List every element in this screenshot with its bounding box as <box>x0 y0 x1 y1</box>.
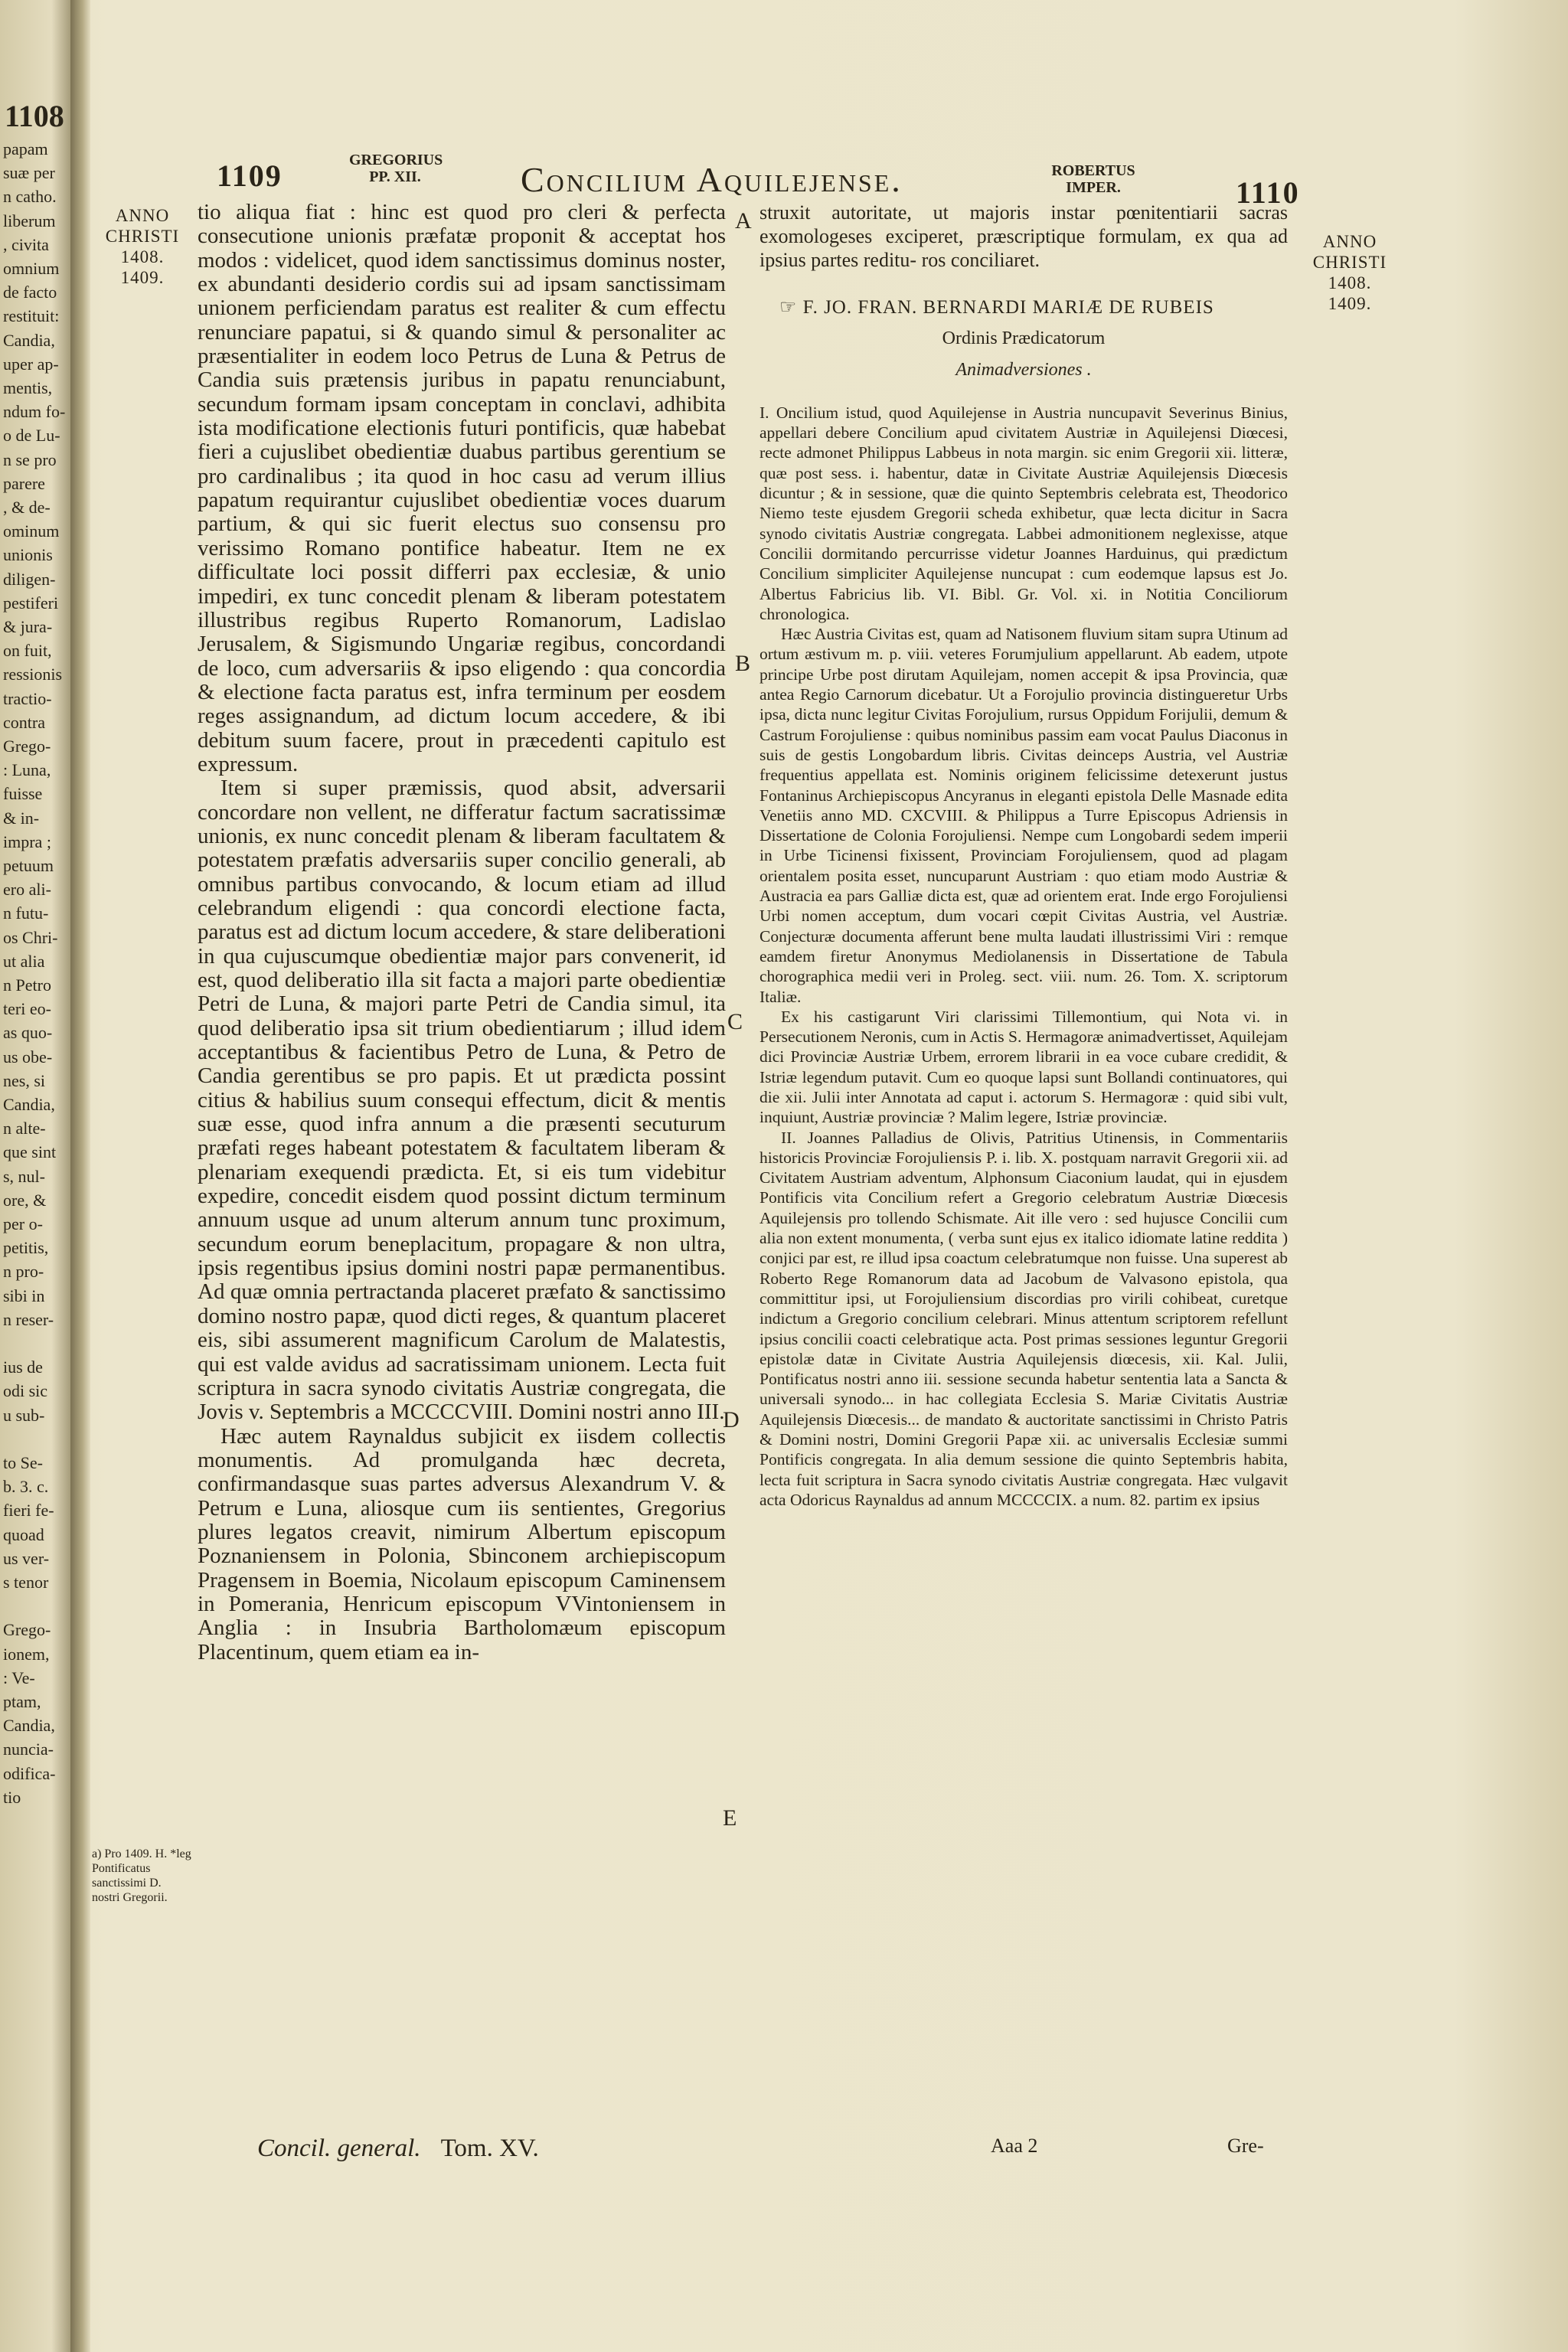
previous-page-line: Grego- <box>3 737 51 756</box>
previous-page-number: 1108 <box>5 99 64 133</box>
paragraph: Item si super præmissis, quod absit, adversarii concordare non vellent, ne differatur factum sacratissimæ unionis, ex nunc concedit plenam & liberam facultatem & potestatem præfatis adversariis super concilio generali, ab omnibus partibus convocando, & locum etiam ad illud celebrandum eligendi : qua concordi electione facta, paratus est ad dictum locum accedere, & stare deliberationi in qua cujuscumque obedientiæ major pars convenerit, id est, quod deliberatio illa sit facta a majori parte obedientiæ Petri de Luna, & majori parte Petri de Candia simul, ita quod deliberatio ipsa sit trium obedientiarum ; illud idem acceptantibus & facientibus Petro de Luna, & Petro de Candia gerentibus se pro papis. Et ut prædicta possint citius & habilius suum consequi effectum, dicit & mentis suæ esse, quod infra annum a die præsenti secuturum præfati reges habeant potestatem & facultatem liberam & plenariam exequendi prædicta. Et, si eis tum videbitur expedire, concedit eisdem quod possint dictum terminum annuum usque ad unum alterum annum tunc proximum, secundum eorum beneplacitum, propagare & non ultra, ipsis regentibus ipsius domini nostri papæ permanentibus. Ad quæ omnia pertractanda placeret præfato & sanctissimo domino nostro papæ, quod dicti reges, & quantum placeret eis, sibi assumerent magnificum Carolum de Malatestis, qui est valde avidus ad sacratissimam unionem. Lecta fuit scriptura in sacra synodo civitatis Austriæ congregata, die Jovis v. Septembris a MCCCCVIII. Domini nostri anno III. <box>198 776 726 1425</box>
emperor-title: IMPER. <box>1066 179 1121 196</box>
emperor-name: ROBERTUS <box>1051 162 1135 179</box>
running-title: Concilium Aquilejense. <box>521 160 903 199</box>
previous-page-line: s, nul- <box>3 1166 45 1186</box>
year-value: 1408. <box>1328 273 1372 292</box>
previous-page-line: Grego- <box>3 1620 51 1640</box>
previous-page-line: ressionis <box>3 665 62 684</box>
previous-page-line: on fuit, <box>3 641 52 661</box>
previous-page-line: us ver- <box>3 1548 50 1568</box>
previous-page-line: : Luna, <box>3 760 51 780</box>
previous-page-line: restituit: <box>3 306 60 326</box>
section-heading: Animadversiones . <box>956 359 1092 380</box>
previous-page-line: de facto <box>3 283 57 302</box>
previous-page-line: n se pro <box>3 449 57 469</box>
order-heading: Ordinis Prædicatorum <box>942 328 1106 349</box>
previous-page-line: n alte- <box>3 1119 46 1138</box>
year-value: 1409. <box>120 268 165 287</box>
section-letter: D <box>723 1407 740 1432</box>
previous-page-line: ionem, <box>3 1644 50 1664</box>
previous-page-line: per o- <box>3 1214 43 1233</box>
year-word: CHRISTI <box>1312 253 1387 272</box>
previous-page-line: & jura- <box>3 617 53 636</box>
year-annotation-right <box>1297 231 1403 314</box>
previous-page-line: mentis, <box>3 378 53 397</box>
intro-paragraph: struxit autoritate, ut majoris instar pœnitentiarii sacras exomologeses exciperet, præscriptique formulam, ex qua ad ipsius partes reditu- ros conciliaret. <box>760 201 1288 271</box>
previous-page-line: uper ap- <box>3 354 59 374</box>
previous-page-line: unionis <box>3 545 53 565</box>
previous-page-line: Candia, <box>3 330 55 350</box>
previous-page-line: u sub- <box>3 1405 45 1425</box>
previous-page-line: to Se- <box>3 1453 43 1472</box>
paragraph: tio aliqua fiat : hinc est quod pro cleri & perfecta consecutione unionis præfatæ proponit & acceptat hos modos : videlicet, quod idem sanctissimus dominus noster, ex abundanti desiderio cordis sui ad ipsam sanctissimam unionem perficiendam paratus est realiter & cum effectu renunciare papatui, si & quando simul & personaliter ac præsentialiter in eodem loco Petrus de Luna & Petrus de Candia suis prætensis juribus in papatu renunciabunt, secundum formam ipsam conceptam in conclavi, adhibita ista modificatione electionis futuri pontificis, quæ habebat fieri a cujuslibet obedientiæ duabus partibus gerentium se pro cardinalibus ; ita quod in hoc casu ad verum illius papatum requirantur cujuslibet obedientiæ voces duarum partium, & qui sic fuerit electus suo consensu pro verissimo Romano pontifice habeatur. Item ne ex difficultate loci possit differri pax ecclesiæ, & unio impediri, ex tunc concedit plenam & liberam potestatem illustribus regibus Ruperto Romanorum, Ladislao Jerusalem, & Sigismundo Ungariæ regibus, concordandi de loco, cum adversariis & ipso eligendo : qua concordia & electione facta paratus est, infra terminum per eosdem reges assignandum, ad dictum locum accedere, & ibi debitum suum facere, prout in præcedenti capitulo est expressum. <box>198 200 726 776</box>
paragraph: I. Oncilium istud, quod Aquilejense in Austria nuncupavit Severinus Binius, appellari debere Concilium apud civitatem Austriæ in Aquilejensi Diœcesi, recte admonet Philippus Labbeus in nota margin. sic enim Gregorii xii. litteræ, quæ post sess. i. habentur, datæ in Civitate Austriæ Aquilejensis Diœcesis dicuntur ; & in sessione, quæ die quinto Septembris celebrata est, Theodorico Niemo teste ejusdem Gregorii scheda exhibetur, quæ lecta dicitur in Sacra synodo civitatis Austriæ congregata. Labbei admonitionem neglexisse, atque Concilii dormitando percurrisse videtur Joannes Harduinus, qui prædictum Concilium simpliciter Aquilejense nuncupat : cum eodemque lapsus est Jo. Albertus Fabricius lib. VI. Bibl. Gr. Vol. xi. in Notitia Conciliorum chronologica. <box>760 403 1288 623</box>
previous-page-line: que sint <box>3 1142 57 1162</box>
previous-page-line: liberum <box>3 211 56 230</box>
marginal-note: a) Pro 1409. H. *leg Pontificatus sanctissimi D. nostri Gregorii. <box>92 1847 191 1904</box>
year-label: ANNO <box>1322 232 1377 251</box>
section-letter: C <box>727 1009 743 1034</box>
paragraph: Hæc Austria Civitas est, quam ad Natisonem fluvium sitam supra Utinum ad ortum æstivum m. p. viii. veteres Forumjulium appellarunt. Ab eadem, utpote principe Urbe post dirutam Aquilejam, nomen accepit & ipsa Provincia, quæ antea Regio Carnorum dicebatur. Ut a Forojulio provincia distingueretur Urbs ipsa, dicta nunc legitur Civitas Forojulium, rursus Oppidum Forijulii, demum & Castrum Forojuliense : quibus nominibus passim eam vocat Paulus Diaconus in suis de gestis Longobardum libris. Civitas deinceps Austria, vel Austriæ frequentius appellata est. Nominis originem felicissime detexerunt justus Fontaninus Archiepiscopus Ancyranus in eleganti epistola Delle Masnade edita Venetiis anno MD. CXCVIII. & Philippus a Turre Episcopus Adriensis in Dissertatione de Colonia Forojuliensi. Nempe cum Longobardi sedem imperii in Urbe Ticinensi fixissent, Provinciam Forojuliensem, quod ad plagam orientalem posita esset, nuncuparunt Austriam : quo etiam modo Austriæ & Austracia ea pars Galliæ dicta est, quæ ad orientem erat. Inde ergo Forojuliensi Urbi nomen acceptum, dum vocari cœpit Civitas Austria, vel Austriæ. Conjecturæ documenta afferunt bene multa laudati illustrissimi Viri : remque eamdem firetur Anonymus Mediolanensis in Dissertatione de Tabula chorographica medii veri in Proleg. sect. viii. num. 26. Tom. X. scriptorum Italiæ. <box>760 625 1288 1006</box>
previous-page-line: pestiferi <box>3 593 59 612</box>
right-column <box>760 201 1288 1510</box>
paragraph: Hæc autem Raynaldus subjicit ex iisdem collectis monumentis. Ad promulganda hæc decreta, confirmandasque suas partes adversus Alexandrum V. & Petrum e Luna, aliosque cum iis sentientes, Gregorius plures legatos creavit, nimirum Albertum episcopum Poznaniensem in Polonia, Sbinconem archiepiscopum Pragensem in Boemia, Nicolaum episcopum Caminensem in Pomerania, Henricum episcopum VVintoniensem in Anglia : in Insubria Bartholomæum episcopum Placentinum, quem etiam ea in- <box>198 1423 726 1664</box>
paragraph: II. Joannes Palladius de Olivis, Patritius Utinensis, in Commentariis historicis Provinciæ Forojuliensis P. i. lib. X. postquam narravit Gregorii xii. ad Civitatem Austriam adventum, Alphonsum Ciaconium laudat, qui in ejusdem Pontificis vita Concilium refert a Gregorio celebratum Austriæ Diœcesis Aquilejensis pro tollendo Schismate. Ait ille vero : sed hujusce Concilii cum alia non extent monumenta, ( verba sunt ejus ex italico idiomate latine reddita ) conjici par est, re illud ipsa coactum celebratumque non fuisse. Una superest ab Roberto Rege Romanorum data ad Jacobum de Valvasono epistola, qua committitur ipsi, ut Forojuliensium discordias pro virili cohibeat, curetque indictum a Gregorio concilium celebrari. Minus attentum scriptorem refellunt ipsius concilii coacti celebratique acta. Post primas sessiones leguntur Gregorii epistolæ datæ in Civitate Austria Aquilejensis diœcesis, xii. Kal. Julii, Pontificatus nostri anno iii. sessione secunda habetur sententia lata a Sancta & universali synodo... in hac collegiata Ecclesia S. Mariæ Civitatis Austriæ Aquilejensis Diœcesis... de mandato & auctoritate sanctissimi in Christo Patris & Domini nostri, Domini Gregorii Papæ xii. ac universalis Ecclesiæ summi Pontificis congregata. In alia demum sessione die quinto Septembris habita, lecta fuit scriptura in Sacra synodo civitatis Austriæ congregata. Hæc vulgavit acta Odoricus Raynaldus ad annum MCCCCIX. a num. 82. partim ex ipsius <box>760 1128 1288 1509</box>
previous-page-line: & in- <box>3 808 40 828</box>
pope-name: GREGORIUS <box>349 152 443 168</box>
pope-title: PP. XII. <box>369 168 421 185</box>
page-number-left: 1109 <box>217 158 283 193</box>
section-letter: A <box>735 208 752 234</box>
previous-page-line: n futu- <box>3 903 49 923</box>
previous-page-line: contra <box>3 712 45 732</box>
previous-page-edge <box>0 0 74 2352</box>
gathering-signature: Aaa 2 <box>991 2135 1038 2157</box>
previous-page-line: ius de <box>3 1357 43 1377</box>
year-word: CHRISTI <box>105 227 180 246</box>
section-letter: B <box>735 651 751 676</box>
previous-page-line: us obe- <box>3 1047 53 1067</box>
previous-page-line: quoad <box>3 1524 44 1544</box>
previous-page-line: as quo- <box>3 1023 53 1043</box>
year-annotation-left <box>92 205 193 288</box>
previous-page-line: tio <box>3 1787 21 1807</box>
year-value: 1409. <box>1328 294 1372 313</box>
previous-page-line: ero ali- <box>3 880 51 900</box>
previous-page-line: b. 3. c. <box>3 1477 49 1497</box>
previous-page-line: fuisse <box>3 784 43 804</box>
previous-page-line: os Chri- <box>3 927 58 947</box>
previous-page-line: diligen- <box>3 569 56 589</box>
running-head-pope <box>349 152 441 185</box>
page-number-right: 1110 <box>1236 175 1300 210</box>
previous-page-line: papam <box>3 139 48 158</box>
running-head-emperor <box>1041 162 1145 196</box>
previous-page-line: teri eo- <box>3 999 51 1019</box>
previous-page-line: n Petro <box>3 975 51 995</box>
previous-page-line: Candia, <box>3 1716 55 1736</box>
previous-page-line: Candia, <box>3 1095 55 1114</box>
previous-page-line: ut alia <box>3 951 45 971</box>
previous-page-line: ore, & <box>3 1190 47 1210</box>
catchword: Gre- <box>1227 2135 1264 2157</box>
previous-page-line: nes, si <box>3 1070 45 1090</box>
previous-page-line: petitis, <box>3 1238 49 1258</box>
previous-page-line: nuncia- <box>3 1740 54 1759</box>
book-gutter <box>70 0 90 2352</box>
signature-mark <box>257 2135 539 2163</box>
signature-text: Concil. general. <box>257 2135 421 2162</box>
left-column <box>198 201 726 1664</box>
previous-page-line: parere <box>3 473 45 493</box>
previous-page-line: ptam, <box>3 1692 41 1711</box>
year-label: ANNO <box>115 206 170 225</box>
previous-page-line: , civita <box>3 234 49 254</box>
author-heading: ☞ F. JO. FRAN. BERNARDI MARIÆ DE RUBEIS <box>779 297 1214 318</box>
previous-page-line: n pro- <box>3 1262 44 1282</box>
previous-page-line: sibi in <box>3 1285 45 1305</box>
previous-page-line: fieri fe- <box>3 1501 54 1521</box>
previous-page-line: omnium <box>3 259 60 278</box>
previous-page-line: s tenor <box>3 1573 49 1592</box>
previous-page-line: suæ per <box>3 163 55 183</box>
paragraph: Ex his castigarunt Viri clarissimi Tillemontium, qui Nota vi. in Persecutionem Neronis, cum in Actis S. Hermagoræ animadvertisset, Aquilejam dici Provinciæ Austriæ Urbem, errorem librarii in ea voce cubare credidit, & Istriæ legendum putavit. Cum eo quoque lapsi sunt Bollandi continuatores, qui die xii. Julii inter Annotata ad caput i. actorum S. Hermagoræ : quid sibi vult, inquiunt, Austriæ provinciæ ? Malim legere, Istriæ provinciæ. <box>760 1007 1288 1127</box>
previous-page-line: n catho. <box>3 187 57 207</box>
previous-page-line: , & de- <box>3 498 51 517</box>
previous-page-line: odi sic <box>3 1381 48 1401</box>
previous-page-line: n reser- <box>3 1309 54 1329</box>
previous-page-line: odifica- <box>3 1763 56 1783</box>
section-letter: E <box>723 1805 737 1831</box>
previous-page-line: impra ; <box>3 831 51 851</box>
previous-page-line: o de Lu- <box>3 426 60 446</box>
year-value: 1408. <box>120 247 165 266</box>
volume-number: Tom. XV. <box>440 2135 539 2162</box>
previous-page-line: petuum <box>3 856 54 875</box>
previous-page-line: ndum fo- <box>3 402 66 422</box>
previous-page-line: tractio- <box>3 688 52 708</box>
previous-page-line: : Ve- <box>3 1668 35 1687</box>
previous-page-line: ominum <box>3 521 60 541</box>
